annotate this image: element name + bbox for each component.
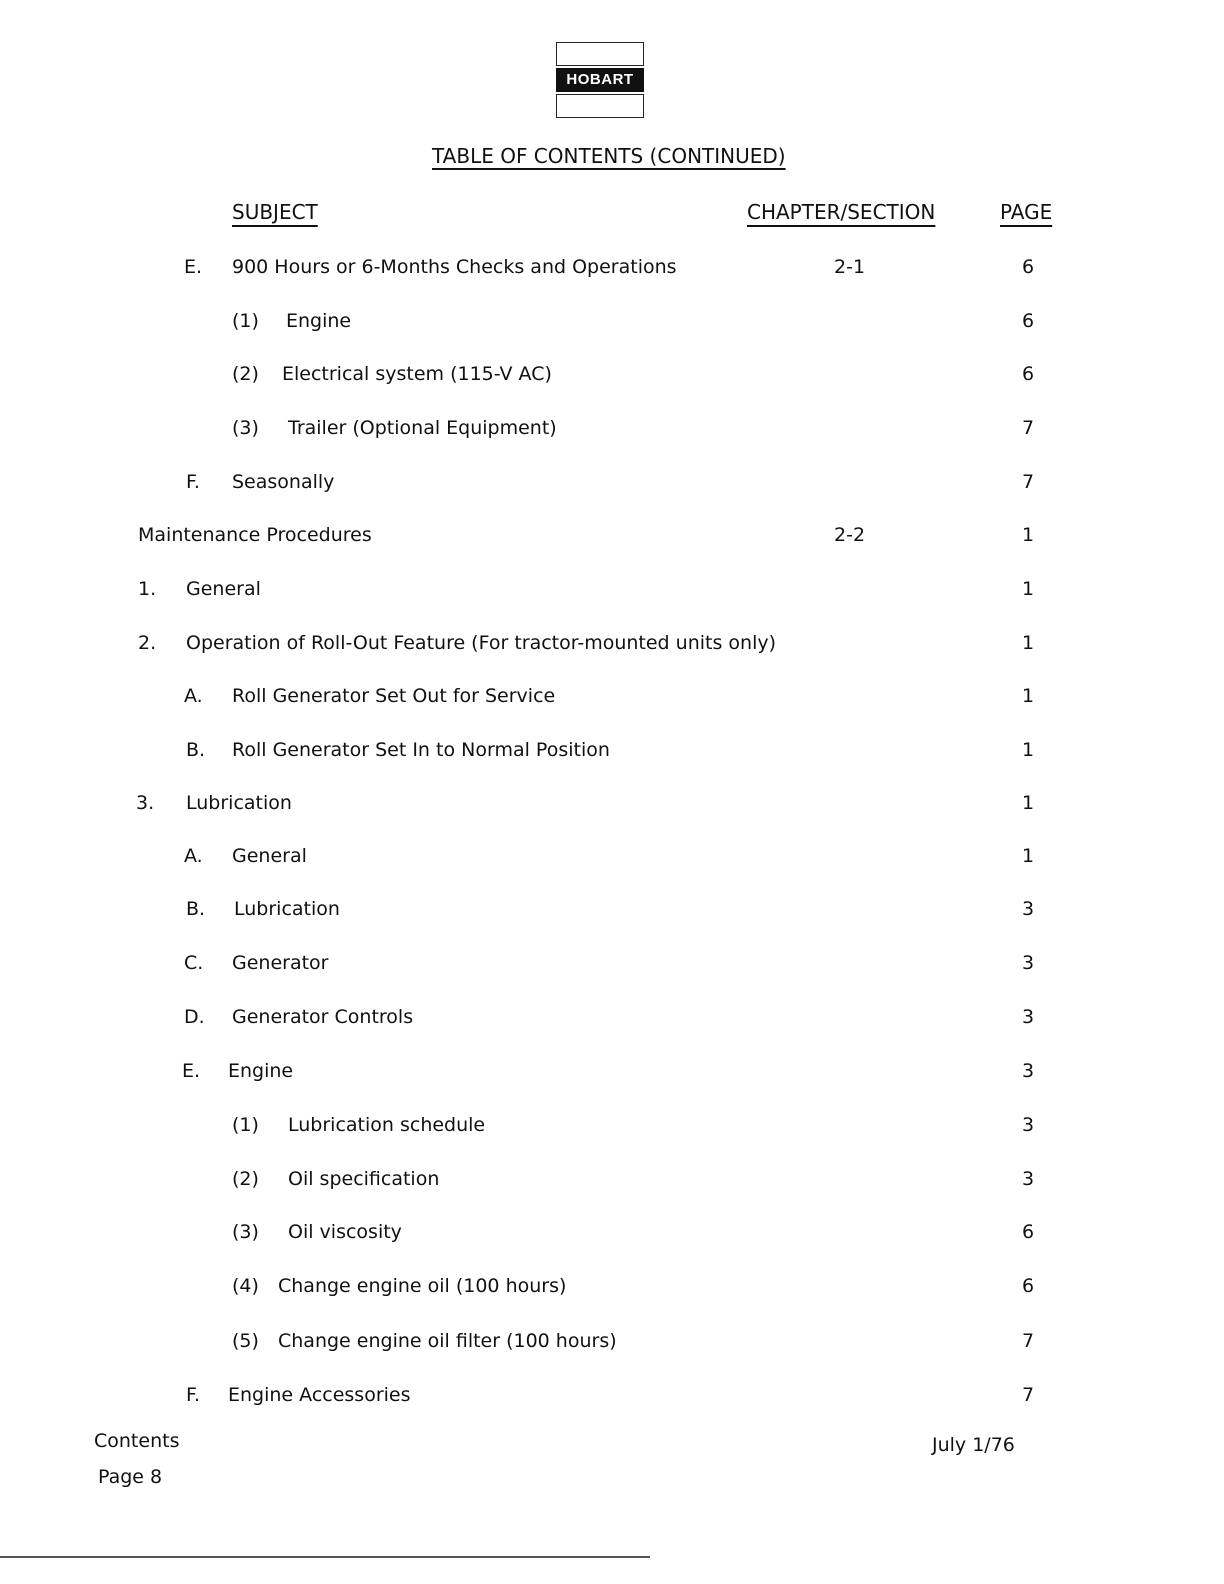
toc-row-page: 1 — [1021, 685, 1035, 707]
toc-row-subject: Change engine oil filter (100 hours) — [278, 1330, 617, 1352]
toc-row-number: (4) — [232, 1275, 259, 1297]
toc-row-subject: General — [186, 578, 261, 600]
toc-row-page: 1 — [1021, 524, 1035, 546]
toc-row-subject: Engine Accessories — [228, 1384, 411, 1406]
chapter-section-column-header: CHAPTER/SECTION — [747, 200, 936, 224]
toc-row-subject: Oil viscosity — [288, 1221, 402, 1243]
toc-row-number: (2) — [232, 1168, 259, 1190]
toc-row-number: (1) — [232, 1114, 259, 1136]
toc-row-subject: Lubrication — [186, 792, 292, 814]
toc-row-number: 1. — [138, 578, 157, 600]
toc-row-number: 3. — [136, 792, 155, 814]
toc-row-subject: Seasonally — [232, 471, 335, 493]
toc-row — [0, 1326, 1224, 1356]
toc-row-page: 1 — [1021, 578, 1035, 600]
toc-row — [0, 788, 1224, 818]
subject-column-header: SUBJECT — [232, 200, 318, 224]
toc-row — [0, 413, 1224, 443]
toc-row-page: 7 — [1021, 471, 1035, 493]
toc-row-number: B. — [186, 898, 206, 920]
toc-row-page: 1 — [1021, 632, 1035, 654]
toc-row-subject: Generator — [232, 952, 329, 974]
toc-row — [0, 520, 1224, 550]
toc-row-subject: Engine — [228, 1060, 294, 1082]
toc-row-subject: Lubrication — [234, 898, 340, 920]
toc-row-subject: Oil specification — [288, 1168, 440, 1190]
toc-row-number: (3) — [232, 1221, 259, 1243]
toc-row-page: 1 — [1021, 792, 1035, 814]
toc-row-page: 6 — [1021, 310, 1035, 332]
toc-row-number: E. — [184, 256, 203, 278]
hobart-logo — [556, 42, 644, 118]
toc-row-subject: Lubrication schedule — [288, 1114, 486, 1136]
toc-row-page: 3 — [1021, 1006, 1035, 1028]
toc-row-subject: Change engine oil (100 hours) — [278, 1275, 567, 1297]
toc-row-page: 3 — [1021, 1114, 1035, 1136]
logo-frame-top — [556, 42, 644, 66]
toc-row-page: 3 — [1021, 1168, 1035, 1190]
toc-row — [0, 948, 1224, 978]
footer-section-label: Contents — [94, 1430, 180, 1452]
toc-row-subject: 900 Hours or 6-Months Checks and Operations — [232, 256, 677, 278]
toc-row-page: 3 — [1021, 952, 1035, 974]
toc-row-page: 3 — [1021, 1060, 1035, 1082]
toc-row-page: 1 — [1021, 739, 1035, 761]
toc-row-page: 7 — [1021, 1384, 1035, 1406]
toc-row — [0, 574, 1224, 604]
toc-row-number: F. — [186, 1384, 200, 1406]
toc-row-number: A. — [184, 685, 203, 707]
toc-row-number: (5) — [232, 1330, 259, 1352]
page-title: TABLE OF CONTENTS (CONTINUED) — [432, 144, 786, 168]
toc-row-page: 1 — [1021, 845, 1035, 867]
toc-row-page: 6 — [1021, 1275, 1035, 1297]
toc-row-number: (1) — [232, 310, 259, 332]
toc-row-subject: Roll Generator Set In to Normal Position — [232, 739, 610, 761]
toc-row — [0, 359, 1224, 389]
toc-row-page: 6 — [1021, 256, 1035, 278]
toc-row — [0, 1380, 1224, 1410]
toc-row — [0, 1217, 1224, 1247]
page-column-header: PAGE — [1000, 200, 1053, 224]
toc-row-page: 7 — [1021, 417, 1035, 439]
footer-page-number: Page 8 — [98, 1466, 163, 1488]
toc-row-number: B. — [186, 739, 206, 761]
toc-row — [0, 1056, 1224, 1086]
toc-row-number: C. — [184, 952, 204, 974]
toc-row-number: F. — [186, 471, 200, 493]
toc-row — [0, 252, 1224, 282]
toc-row-number: E. — [182, 1060, 201, 1082]
toc-row-subject: Generator Controls — [232, 1006, 414, 1028]
toc-row — [0, 681, 1224, 711]
toc-row — [0, 841, 1224, 871]
toc-row — [0, 467, 1224, 497]
toc-row-chapter: 2-2 — [834, 524, 866, 546]
toc-row-number: A. — [184, 845, 203, 867]
toc-row-number: D. — [184, 1006, 205, 1028]
toc-row — [0, 1002, 1224, 1032]
toc-row-subject: Electrical system (115-V AC) — [282, 363, 552, 385]
toc-row-subject: Trailer (Optional Equipment) — [288, 417, 557, 439]
toc-row — [0, 735, 1224, 765]
logo-frame-bottom — [556, 94, 644, 118]
toc-row-page: 3 — [1021, 898, 1035, 920]
toc-row — [0, 1271, 1224, 1301]
bottom-edge-rule — [0, 1556, 650, 1558]
toc-row — [0, 1164, 1224, 1194]
toc-row-number: (2) — [232, 363, 259, 385]
toc-row — [0, 628, 1224, 658]
toc-row-subject: Engine — [286, 310, 352, 332]
logo-brand-text: HOBART — [556, 68, 644, 92]
footer-date: July 1/76 — [932, 1434, 1015, 1456]
toc-row-page: 7 — [1021, 1330, 1035, 1352]
toc-row-page: 6 — [1021, 1221, 1035, 1243]
toc-row-number: 2. — [138, 632, 157, 654]
toc-row — [0, 894, 1224, 924]
toc-row-page: 6 — [1021, 363, 1035, 385]
toc-row-number: (3) — [232, 417, 259, 439]
toc-row — [0, 306, 1224, 336]
toc-row — [0, 1110, 1224, 1140]
toc-row-subject: Roll Generator Set Out for Service — [232, 685, 556, 707]
toc-row-subject: General — [232, 845, 307, 867]
toc-row-subject: Maintenance Procedures — [138, 524, 372, 546]
toc-row-subject: Operation of Roll-Out Feature (For tractor-mounted units only) — [186, 632, 777, 654]
toc-row-chapter: 2-1 — [834, 256, 866, 278]
